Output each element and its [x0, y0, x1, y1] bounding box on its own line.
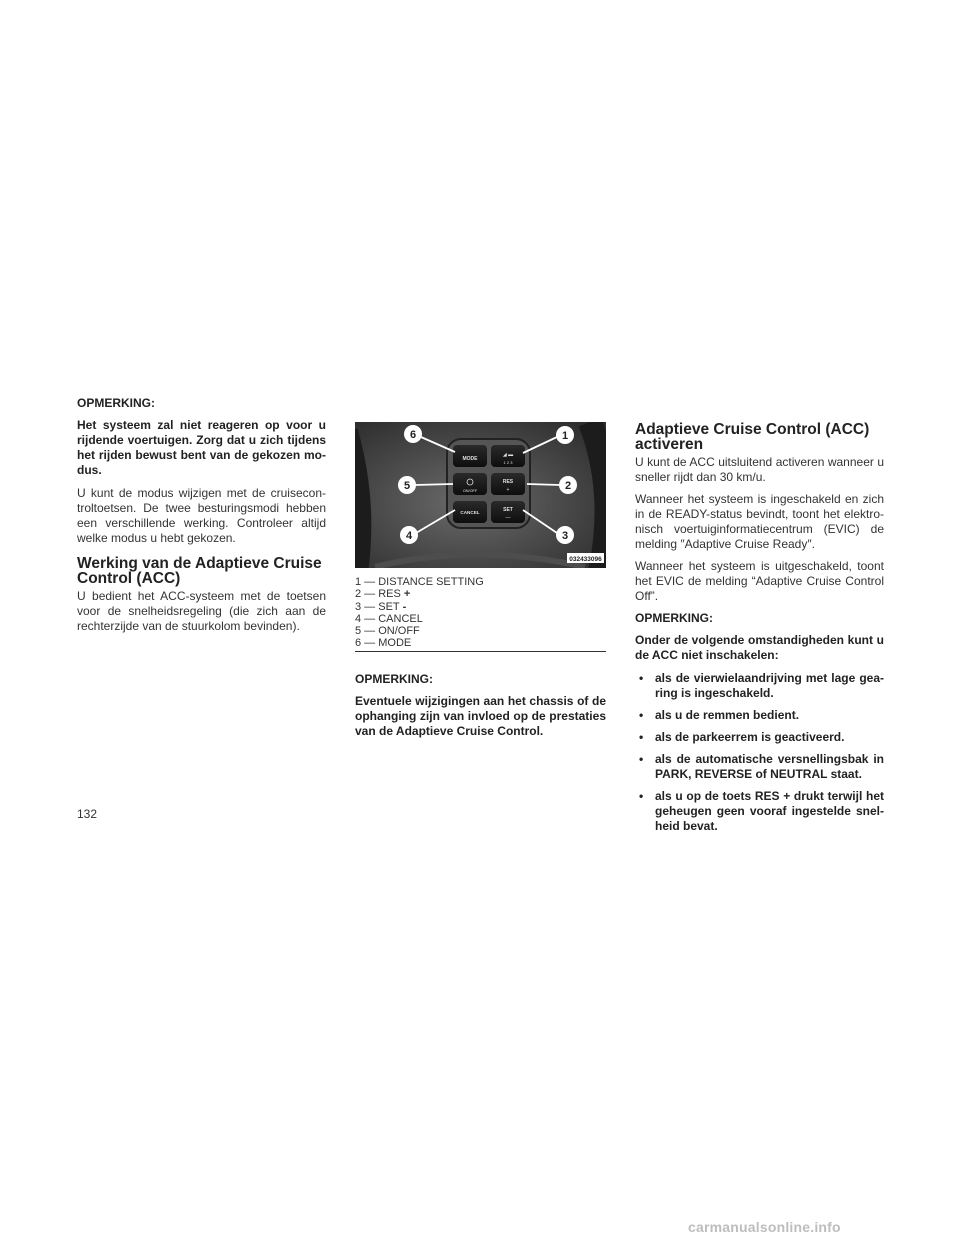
cancel-label: CANCEL — [460, 510, 480, 515]
figure-legend — [355, 576, 606, 652]
watermark: carmanualsonline.info — [688, 1219, 841, 1235]
callout-5 — [398, 476, 416, 494]
paragraph-off: Wanneer het systeem is uitgeschakeld, toont het EVIC de melding “Adaptive Cruise Control Off”. — [635, 559, 884, 603]
mode-label: MODE — [462, 456, 478, 462]
list-item — [635, 752, 884, 782]
list-item — [635, 789, 884, 834]
callout-number: 1 — [561, 430, 569, 442]
callout-2 — [559, 476, 577, 494]
res-label: RES — [502, 479, 514, 485]
paragraph-speed: U kunt de ACC uitsluitend activeren wanneer u sneller rijdt dan 30 km/u. — [635, 455, 884, 484]
list-item — [635, 671, 884, 701]
right-column — [635, 396, 884, 841]
list-item-text: als u de remmen bedient. — [655, 708, 800, 722]
list-item-text: als de automatische versnellingsbak in PARK, REVERSE of NEUTRAL staat. — [655, 752, 884, 781]
note-heading: OPMERKING: — [77, 396, 155, 410]
note-body: Onder de volgende omstandigheden kunt u de ACC niet inschakelen: — [635, 633, 884, 662]
legend-text: 4 — CANCEL — [355, 612, 423, 625]
heading-line: Adaptieve Cruise Control (ACC) — [635, 421, 870, 438]
callout-1 — [556, 426, 574, 444]
bullet-icon: • — [639, 752, 644, 766]
bullet-icon: • — [639, 671, 644, 685]
page-number: 132 — [77, 807, 98, 821]
note-heading: OPMERKING: — [355, 671, 433, 686]
note-body: Eventuele wijzigingen aan het chassis of de ophanging zijn van invloed op de prestaties van de Adaptieve Cruise Control. — [355, 693, 606, 738]
legend-text: 3 — SET — [355, 600, 400, 613]
callout-3 — [556, 526, 574, 544]
legend-text: 6 — MODE — [355, 637, 412, 650]
legend-item — [355, 601, 606, 613]
list-item-text: als de vierwielaandrijving met lage gea-ring is ingeschakeld. — [655, 671, 884, 700]
heading-line: Control (ACC) — [77, 570, 181, 587]
legend-text: 5 — ON/OFF — [355, 625, 420, 638]
heading-line: Werking van de Adaptieve Cruise — [77, 555, 322, 572]
legend-text: 1 — DISTANCE SETTING — [355, 576, 484, 588]
callout-number: 5 — [403, 480, 411, 492]
paragraph-ready: Wanneer het systeem is ingeschakeld en zich in de READY-status bevindt, toont het elektro-nisch voertuiginformatiecentrum (EVIC) de melding ″Adaptive Cruise Ready″. — [635, 492, 884, 551]
callout-number: 2 — [564, 480, 572, 492]
note-heading: OPMERKING: — [635, 611, 713, 625]
note-body: Het systeem zal niet reageren op voor u rijdende voertuigen. Zorg dat u zich tijdens het rijden bewust bent van de gekozen mo-dus. — [77, 418, 326, 477]
middle-column — [355, 396, 606, 747]
conditions-list — [635, 671, 884, 834]
steering-wheel-controls-figure — [355, 422, 606, 568]
legend-item — [355, 625, 606, 637]
heading-line: activeren — [635, 436, 704, 453]
left-column — [77, 396, 326, 641]
bullet-icon: • — [639, 789, 644, 803]
distance-label: 1 2 3 — [503, 460, 513, 465]
legend-item — [355, 637, 606, 649]
on-off-label: ON/OFF — [462, 489, 478, 493]
wheel-rim-left — [355, 432, 358, 568]
list-item — [635, 708, 884, 723]
list-item — [635, 730, 884, 745]
callout-4 — [400, 526, 418, 544]
legend-item — [355, 613, 606, 625]
section-heading-operation — [77, 556, 326, 586]
legend-item — [355, 576, 606, 588]
callout-number: 4 — [405, 530, 413, 542]
callout-number: 3 — [561, 530, 569, 542]
paragraph-operation: U bedient het ACC-systeem met de toetsen voor de snelheidsregeling (die zich aan de rechterzijde van de stuurkolom bevinden). — [77, 589, 326, 633]
legend-symbol: + — [403, 588, 411, 601]
callout-6 — [404, 425, 422, 443]
section-heading-activation — [635, 422, 884, 452]
set-label: SET — [503, 507, 513, 513]
distance-icon: ◢ ▬ — [502, 452, 514, 458]
bullet-icon: • — [639, 708, 644, 722]
legend-text: 2 — RES — [355, 588, 401, 601]
res-symbol: + — [506, 487, 510, 493]
callout-number: 6 — [409, 429, 417, 441]
list-item-text: als de parkeerrem is geactiveerd. — [655, 730, 845, 744]
legend-symbol: - — [402, 600, 407, 613]
list-item-text: als u op de toets RES + drukt terwijl het geheugen geen vooraf ingestelde snel-heid bevat. — [655, 789, 884, 833]
set-symbol: — — [505, 515, 511, 521]
paragraph-mode-change: U kunt de modus wijzigen met de cruisecon-troltoetsen. De twee besturingsmodi hebben een verschillende werking. Controleer altijd welke modus u hebt gekozen. — [77, 486, 326, 545]
bullet-icon: • — [639, 730, 644, 744]
legend-item — [355, 588, 606, 600]
figure-code: 032433096 — [569, 556, 602, 563]
